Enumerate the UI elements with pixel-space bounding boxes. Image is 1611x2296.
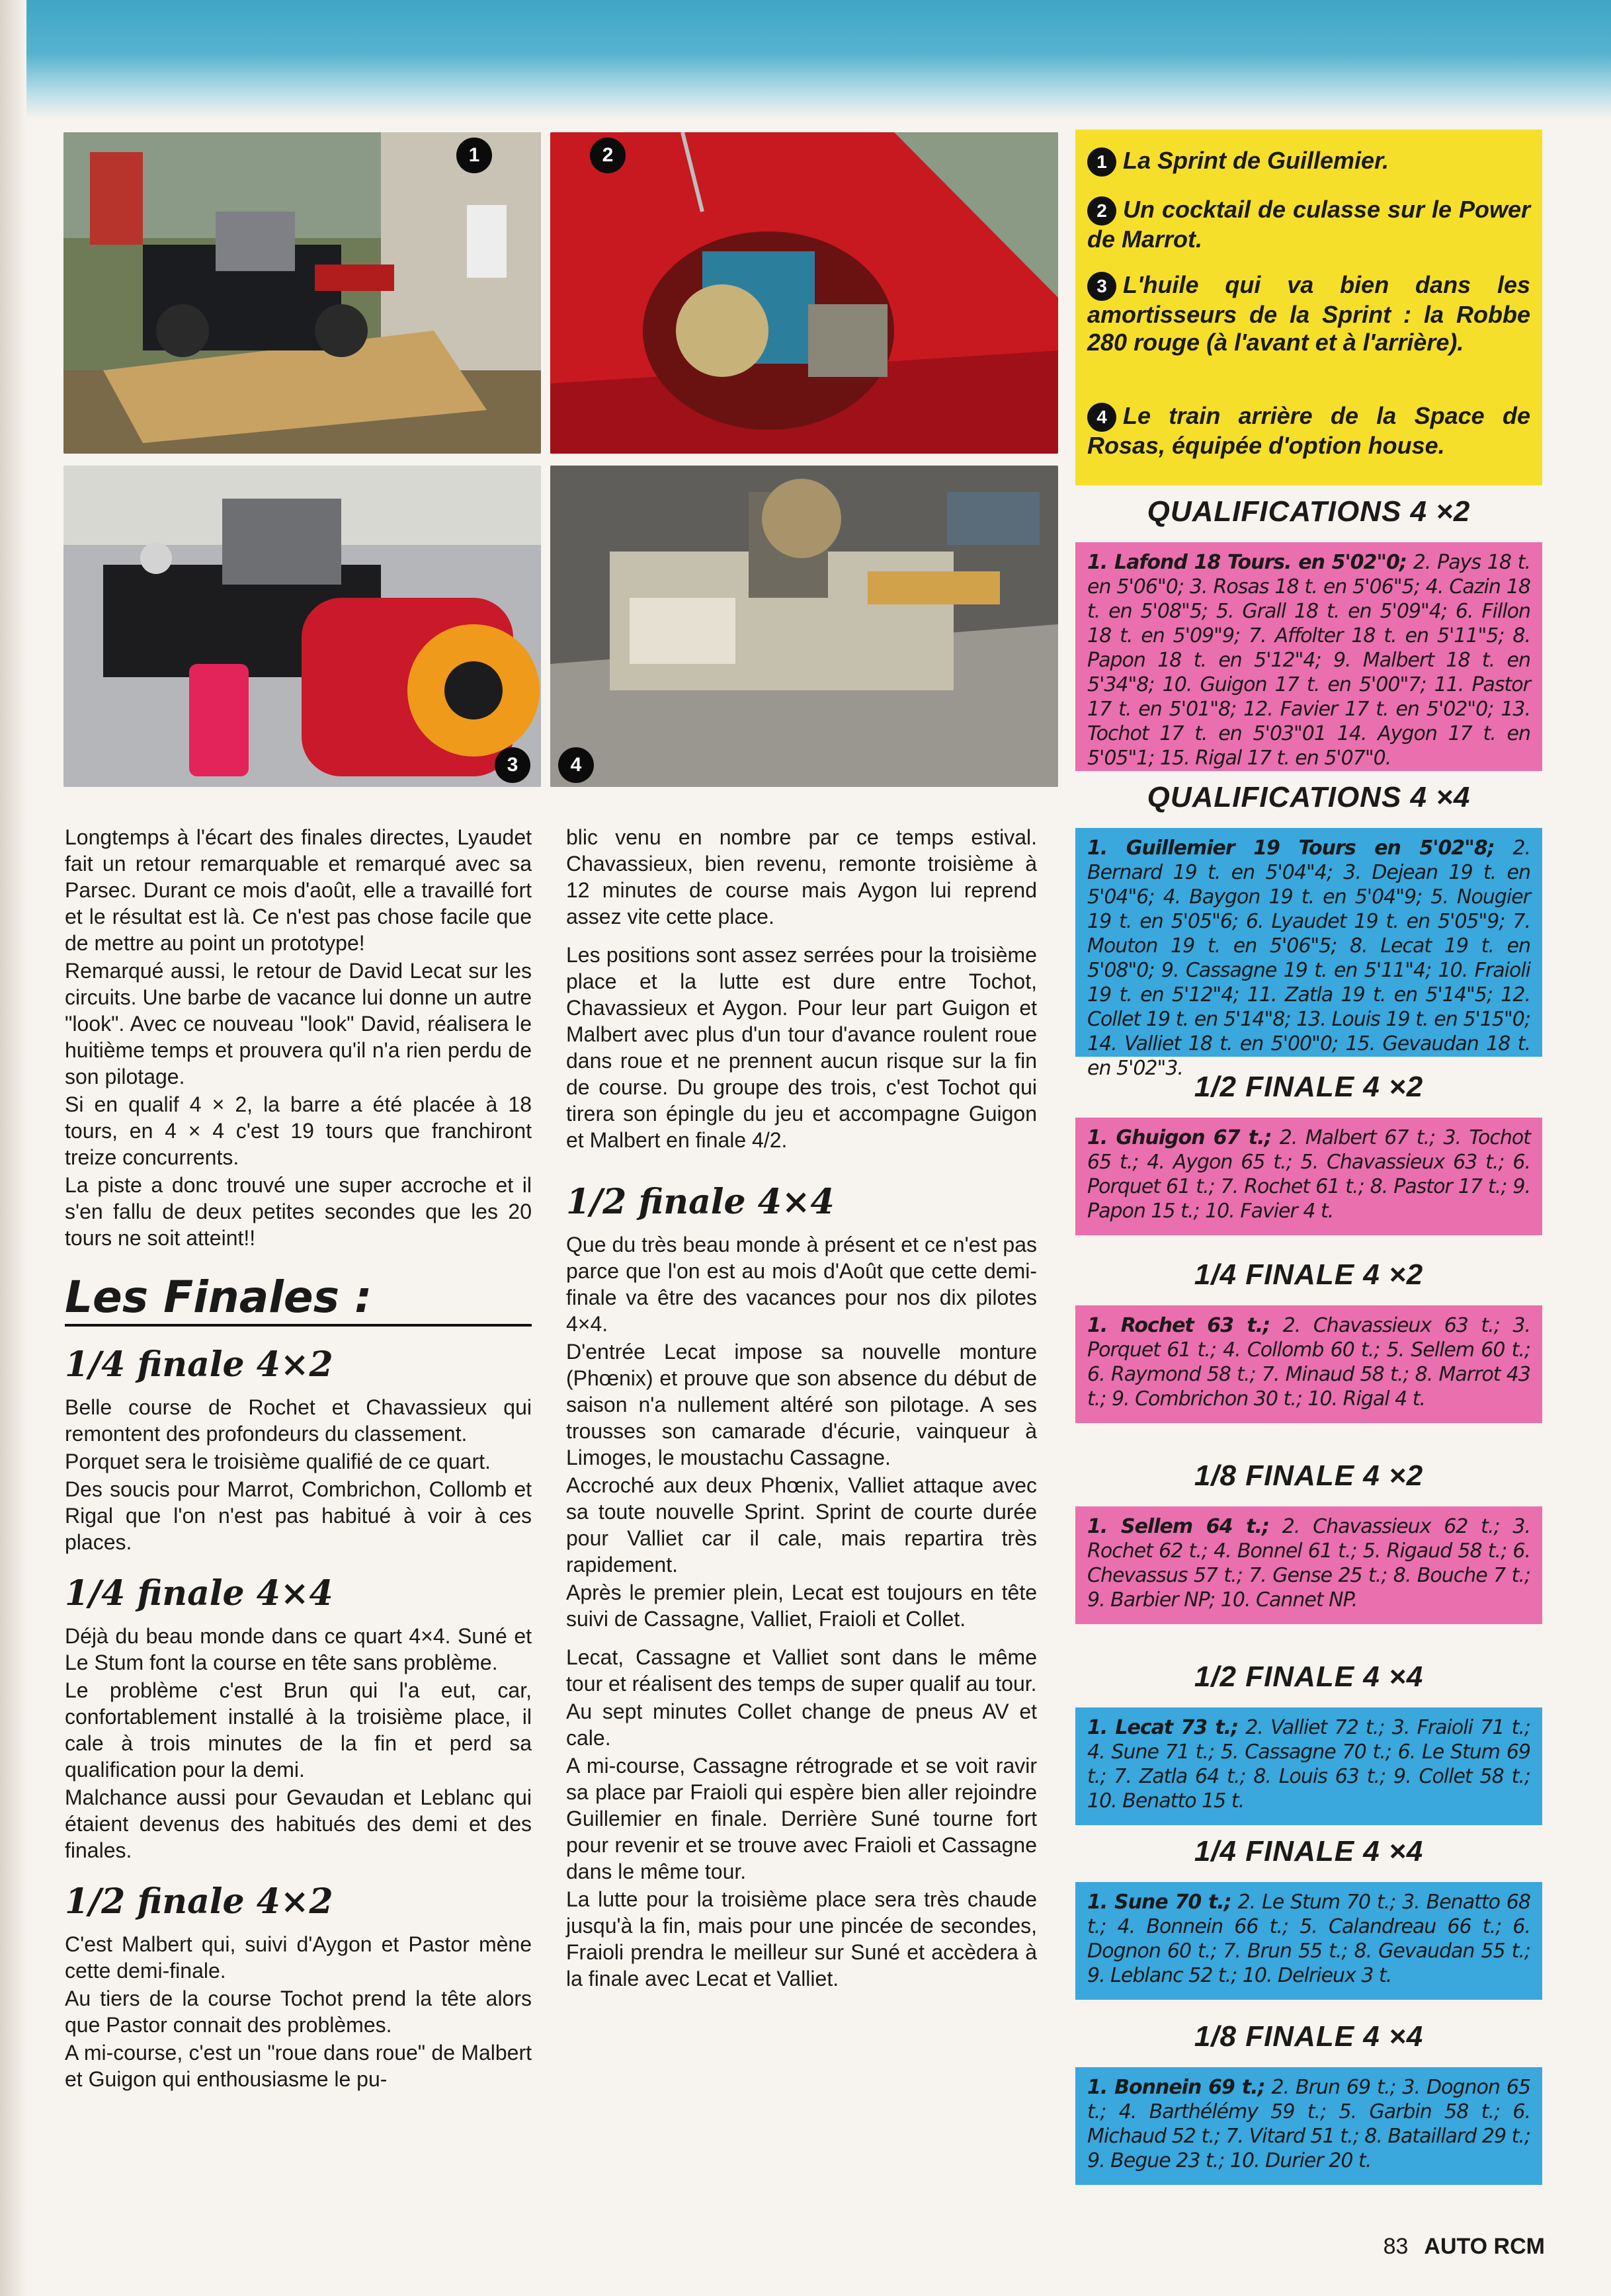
demi-4x2-heading: 1/2 finale 4×2 [65,1881,333,1922]
finales-heading: Les Finales : [65,1271,532,1327]
results-list: 2. Malbert 67 t.; 3. Tochot 65 t.; 4. Aygon 65 t.; 5. Chavassieux 63 t.; 6. Porquet 61 t.; 7. Rochet 61 t.; 8. Pastor 17 t.; 9. Papon 15 t.; 10. Favier 4 t. [1087,1126,1530,1223]
caption-4 [1087,402,1530,460]
article-paragraph: Malchance aussi pour Gevaudan et Leblanc qui étaient devenus des habitués des demi et des finales. [65,1785,532,1862]
results-winner: 1. Lafond 18 Tours. en 5'02"0; [1087,551,1407,574]
article-paragraph: blic venu en nombre par ce temps estival. Chavassieux, bien revenu, remonte troisième à 12 minutes de course mais Aygon lui reprend assez vite cette place. [566,825,1037,928]
results-winner: 1. Guillemier 19 Tours en 5'02"8; [1087,837,1495,860]
caption-number-3: 3 [1087,272,1116,301]
caption-text-3: L'huile qui va bien dans les amortisseurs de la Sprint : la Robbe 280 rouge (à l'avant et à l'arrière). [1087,271,1530,356]
results-box-quart-4x2 [1075,1305,1542,1423]
results-heading-quart-4x4: 1/4 FINALE 4 ×4 [1194,1835,1424,1867]
results-winner: 1. Ghuigon 67 t.; [1087,1126,1272,1149]
article-paragraph: Accroché aux deux Phœnix, Valliet attaque avec sa toute nouvelle Sprint. Sprint de courte durée pour Valliet car il cale, mais repartira très rapidement. [566,1473,1037,1577]
page-edge-shadow [0,0,26,2296]
article-paragraph: Que du très beau monde à présent et ce n'est pas parce que l'on est au mois d'Août que cette demi-finale va être des vacances pour nos dix pilotes 4×4. [566,1233,1037,1336]
photo-3-number-badge: 3 [495,747,530,783]
caption-3 [1087,271,1530,356]
results-heading-huitieme-4x2: 1/8 FINALE 4 ×2 [1194,1459,1424,1492]
photo-4-number-badge: 4 [558,747,594,783]
article-paragraph: Au sept minutes Collet change de pneus AV et cale. [566,1700,1037,1750]
results-winner: 1. Lecat 73 t.; [1087,1716,1239,1739]
article-paragraph: Au tiers de la course Tochot prend la tête alors que Pastor connait des problèmes. [65,1987,532,2037]
photo-power-marrot [550,132,1058,454]
results-heading-demi-4x4: 1/2 FINALE 4 ×4 [1194,1660,1424,1693]
caption-text-2: Un cocktail de culasse sur le Power de Marrot. [1087,196,1530,253]
results-heading-huitieme-4x4: 1/8 FINALE 4 ×4 [1194,2020,1424,2053]
results-box-huitieme-4x4 [1075,2067,1542,2185]
results-box-huitieme-4x2 [1075,1506,1542,1624]
results-list: 2. Chavassieux 62 t.; 3. Rochet 62 t.; 4. Bonnel 61 t.; 5. Rigaud 58 t.; 6. Chevassus 57 t.; 7. Gense 25 t.; 8. Bouche 7 t.; 9. Barbier NP; 10. Cannet NP. [1087,1515,1530,1612]
article-paragraph: Après le premier plein, Lecat est toujours en tête suivi de Cassagne, Valliet, Fraioli et Collet. [566,1580,1037,1631]
results-heading-qualif-4x2: QUALIFICATIONS 4 ×2 [1147,495,1471,528]
results-box-qualif-4x2 [1075,542,1542,771]
results-list: 2. Le Stum 70 t.; 3. Benatto 68 t.; 4. Bonnein 66 t.; 5. Calandreau 66 t.; 6. Dognon 60 t.; 7. Brun 55 t.; 8. Gevaudan 55 t.; 9. Leblanc 52 t.; 10. Delrieux 3 t. [1087,1891,1530,1987]
caption-text-1: La Sprint de Guillemier. [1123,147,1389,174]
article-paragraph: Déjà du beau monde dans ce quart 4×4. Suné et Le Stum font la course en tête sans problème. [65,1624,532,1674]
article-paragraph: C'est Malbert qui, suivi d'Aygon et Pastor mène cette demi-finale. [65,1932,532,1983]
results-list: 2. Brun 69 t.; 3. Dognon 65 t.; 4. Barthélémy 59 t.; 5. Garbin 58 t.; 6. Michaud 52 t.; 7. Vitard 51 t.; 8. Bataillard 29 t.; 9. Begue 23 t.; 10. Durier 20 t. [1087,2076,1531,2172]
article-paragraph: A mi-course, c'est un "roue dans roue" de Malbert et Guigon qui enthousiasme le pu- [65,2041,532,2091]
article-paragraph: A mi-course, Cassagne rétrograde et se voit ravir sa place par Fraioli qui espère bien aller rejoindre Guillemier en finale. Derrière Suné tourne fort pour revenir et se trouve avec Fraioli et Cassagne dans le même tour. [566,1754,1037,1883]
article-paragraph: Remarqué aussi, le retour de David Lecat sur les circuits. Une barbe de vacance lui donne un autre "look". Avec ce nouveau "look" David, réalisera le huitième temps et prouvera qu'il n'a rien perdu de son pilotage. [65,959,532,1088]
photo-amortisseurs-sprint [63,466,541,787]
page-number: 83 [1383,2234,1409,2259]
article-paragraph: D'entrée Lecat impose sa nouvelle monture (Phœnix) et prouve que son absence du début de saison n'a nullement altéré son pilotage. A ses trousses son camarade d'écurie, vainqueur à Limoges, le moustachu Cassagne. [566,1340,1037,1469]
results-winner: 1. Sellem 64 t.; [1087,1515,1269,1538]
photo-sprint-guillemier [63,132,541,454]
article-paragraph: Les positions sont assez serrées pour la troisième place et la lutte est dure entre Tochot, Chavassieux et Aygon. Pour leur part Guigon et Malbert avec plus d'un tour d'avance roulent roue dans roue et ne prennent aucun risque sur la fin de course. Du groupe des trois, c'est Tochot qui tirera son épingle du jeu et accompagne Guigon et Malbert en finale 4/2. [566,943,1037,1152]
article-paragraph: Si en qualif 4 × 2, la barre a été placée à 18 tours, en 4 × 4 c'est 19 tours que franchiront treize concurrents. [65,1092,532,1169]
results-winner: 1. Rochet 63 t.; [1087,1314,1270,1337]
caption-2 [1087,196,1530,253]
photo-captions-box [1075,130,1542,485]
results-heading-quart-4x2: 1/4 FINALE 4 ×2 [1194,1258,1424,1291]
results-list: 2. Pays 18 t. en 5'06"0; 3. Rosas 18 t. en 5'06"5; 4. Cazin 18 t. en 5'08"5; 5. Grall 18 t. en 5'09"4; 6. Fillon 18 t. en 5'09"9; 7. Affolter 18 t. en 5'11"5; 8. Papon 18 t. en 5'12"4; 9. Malbert 18 t. en 5'34"8; 10. Guigon 17 t. en 5'00"7; 11. Pastor 17 t. en 5'01"8; 12. Favier 17 t. en 5'02"0; 13. Tochot 17 t. en 5'03"01 14. Aygon 17 t. en 5'05"1; 15. Rigal 17 t. en 5'07"0. [1087,551,1531,770]
article-paragraph: La lutte pour la troisième place sera très chaude jusqu'à la fin, mais pour une pincée de secondes, Fraioli prendra le meilleur sur Suné et accèdera à la finale avec Lecat et Valliet. [566,1887,1037,1990]
caption-number-2: 2 [1087,196,1116,226]
results-box-quart-4x4 [1075,1882,1542,2000]
results-winner: 1. Sune 70 t.; [1087,1891,1231,1914]
results-winner: 1. Bonnein 69 t.; [1087,2076,1265,2099]
results-list: 2. Valliet 72 t.; 3. Fraioli 71 t.; 4. Sune 71 t.; 5. Cassagne 70 t.; 6. Le Stum 69 t.; 7. Zatla 64 t.; 8. Louis 63 t.; 9. Collet 58 t.; 10. Benatto 15 t. [1087,1716,1530,1813]
magazine-name: AUTO RCM [1424,2234,1545,2259]
caption-number-1: 1 [1087,147,1116,177]
article-paragraph: La piste a donc trouvé une super accroche et il s'en fallu de deux petites secondes que les 20 tours ne soit atteint!! [65,1173,532,1250]
article-column-middle [566,824,1037,1993]
results-list: 2. Chavassieux 63 t.; 3. Porquet 61 t.; 4. Collomb 60 t.; 5. Sellem 60 t.; 6. Raymond 58 t.; 7. Minaud 58 t.; 8. Marrot 43 t.; 9. Combrichon 30 t.; 10. Rigal 4 t. [1087,1314,1530,1411]
results-heading-qualif-4x4: QUALIFICATIONS 4 ×4 [1147,781,1471,813]
photo-2-number-badge: 2 [590,138,626,173]
article-paragraph: Le problème c'est Brun qui l'a eut, car, confortablement installé à la troisième place, il cale à trois minutes de la fin et perd sa qualification pour la demi. [65,1678,532,1782]
photo-train-arriere-space [550,466,1058,787]
article-paragraph: Lecat, Cassagne et Valliet sont dans le même tour et réalisent des temps de super qualif au tour. [566,1645,1037,1696]
results-heading-demi-4x2: 1/2 FINALE 4 ×2 [1194,1071,1424,1103]
quart-4x4-heading: 1/4 finale 4×4 [65,1573,333,1614]
photo-1-number-badge: 1 [456,138,492,173]
article-paragraph: Porquet sera le troisième qualifié de ce quart. [65,1450,491,1473]
caption-1 [1087,147,1530,177]
quart-4x2-heading: 1/4 finale 4×2 [65,1344,333,1385]
results-box-qualif-4x4 [1075,828,1542,1080]
article-column-left [65,824,532,2094]
article-paragraph: Longtemps à l'écart des finales directes, Lyaudet fait un retour remarquable et remarqué avec sa Parsec. Durant ce mois d'août, elle a travaillé fort et le résultat est là. Ce n'est pas chose facile que de mettre au point un prototype! [65,825,532,955]
results-box-demi-4x2 [1075,1118,1542,1235]
results-box-demi-4x4 [1075,1707,1542,1825]
page-footer [1384,2234,1545,2260]
header-color-band [0,0,1611,119]
article-paragraph: Des soucis pour Marrot, Combrichon, Collomb et Rigal que l'on n'est pas habitué à voir à ces places. [65,1477,532,1554]
demi-4x4-heading: 1/2 finale 4×4 [566,1182,835,1222]
article-paragraph: Belle course de Rochet et Chavassieux qui remontent des profondeurs du classement. [65,1395,532,1446]
results-list: 2. Bernard 19 t. en 5'04"4; 3. Dejean 19 t. en 5'04"6; 4. Baygon 19 t. en 5'04"9; 5. Nougier 19 t. en 5'05"6; 6. Lyaudet 19 t. en 5'05"9; 7. Mouton 19 t. en 5'06"5; 8. Lecat 19 t. en 5'08"0; 9. Cassagne 19 t. en 5'11"4; 10. Fraioli 19 t. en 5'12"4; 11. Zatla 19 t. en 5'14"5; 12. Collet 19 t. en 5'14"8; 13. Louis 19 t. en 5'15"0; 14. Valliet 18 t. en 5'00"0; 15. Gevaudan 18 t. en 5'02"3. [1087,837,1530,1080]
caption-number-4: 4 [1087,403,1116,432]
caption-text-4: Le train arrière de la Space de Rosas, équipée d'option house. [1087,402,1530,460]
